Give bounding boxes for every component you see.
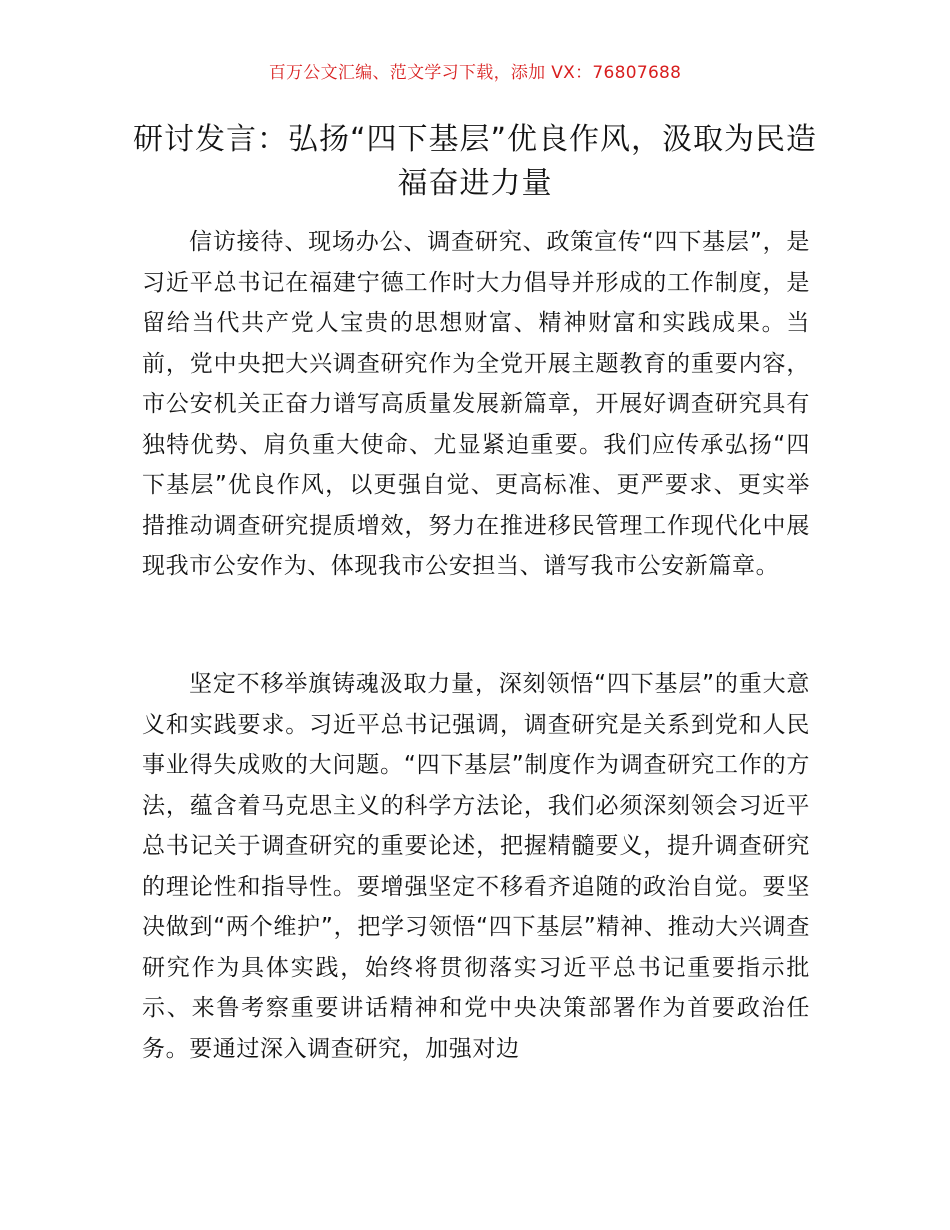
document-title: 研讨发言：弘扬“四下基层”优良作风，汲取为民造福奋进力量 — [132, 122, 818, 201]
watermark-header: 百万公文汇编、范文学习下载，添加 VX：76807688 — [268, 63, 682, 83]
paragraph-2: 坚定不移举旗铸魂汲取力量，深刻领悟“四下基层”的重大意义和实践要求。习近平总书记强调，调查研究是关系到党和人民事业得失成败的大问题。“四下基层”制度作为调查研究工作的方法，蕴含着马克思主义的科学方法论，我们必须深刻领会习近平总书记关于调查研究的重要论述，把握精髓要义，提升调查研究的理论性和指导性。要增强坚定不移看齐追随的政治自觉。要坚决做到“两个维护”，把学习领悟“四下基层”精神、推动大兴调查研究作为具体实践，始终将贯彻落实习近平总书记重要指示批示、来鲁考察重要讲话精神和党中央决策部署作为首要政治任务。要通过深入调查研究，加强对边 — [142, 671, 810, 1062]
paragraph-1: 信访接待、现场办公、调查研究、政策宣传“四下基层”，是习近平总书记在福建宁德工作时大力倡导并形成的工作制度，是留给当代共产党人宝贵的思想财富、精神财富和实践成果。当前，党中央把大兴调查研究作为全党开展主题教育的重要内容，市公安机关正奋力谱写高质量发展新篇章，开展好调查研究具有独特优势、肩负重大使命、尤显紧迫重要。我们应传承弘扬“四下基层”优良作风，以更强自觉、更高标准、更严要求、更实举措推动调查研究提质增效，努力在推进移民管理工作现代化中展现我市公安作为、体现我市公安担当、谱写我市公安新篇章。 — [142, 229, 810, 579]
